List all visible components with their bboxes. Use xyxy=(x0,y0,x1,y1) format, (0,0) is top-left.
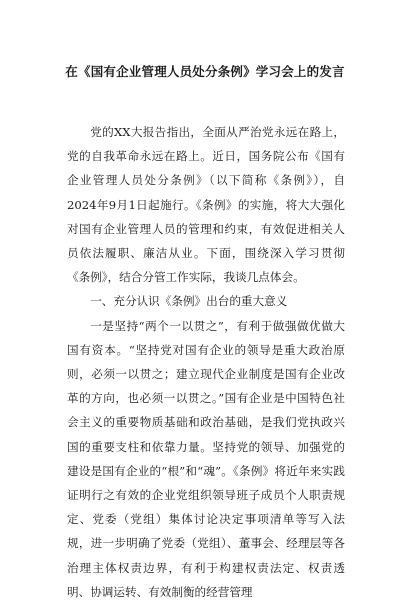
body-paragraph: 一是坚持“两个一以贯之”，有利于做强做优做大国有资本。“坚持党对国有企业的领导是重大政治原则，必须一以贯之；建立现代企业制度是国有企业改革的方向，也必须一以贯之。”国有企业是中国特色社会主义的重要物质基础和政治基础，是我们党执政兴国的重要支柱和依靠力量。坚持党的领导、加强党的建设是国有企业的“根”和“魂”。《条例》将近年来实践证明行之有效的企业党组织领导班子成员个人职责规定、党委（党组）集体讨论决定事项清单等写入法规，进一步明确了党委（党组）、董事会、经理层等各治理主体权责边界，有利于构建权责法定、权责透明、协调运转、有效制衡的经营管理 xyxy=(67,318,345,599)
document-body xyxy=(67,120,345,604)
intro-paragraph: 党的XX大报告指出，全面从严治党永远在路上，党的自我革命永远在路上。近日，国务院公布《国有企业管理人员处分条例》（以下简称《条例》），自2024年9月1日起施行。《条例》的实施，将大大强化对国有企业管理人员的管理和约束，有效促进相关人员依法履职、廉洁从业。下面，围绕深入学习贯彻《条例》，结合分管工作实际，我谈几点体会。 xyxy=(67,125,345,285)
section-heading: 一、充分认识《条例》出台的重大意义 xyxy=(90,294,288,309)
document-title: 在《国有企业管理人员处分条例》学习会上的发言 xyxy=(65,64,345,79)
